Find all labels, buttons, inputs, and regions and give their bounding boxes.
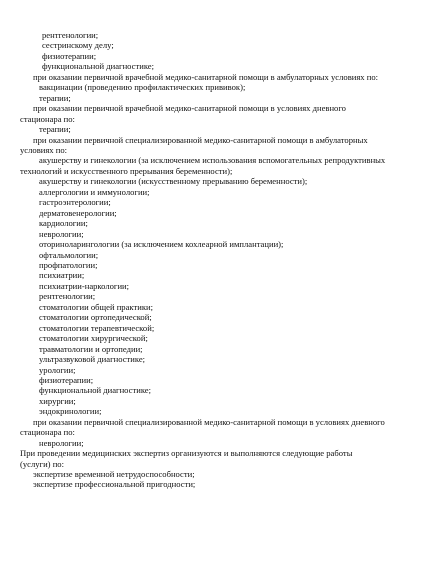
text-line: акушерству и гинекологии (за исключением использования вспомогательных репродуктивных [39, 155, 386, 166]
text-line: терапии; [39, 124, 71, 135]
text-line: эндокринологии; [39, 406, 102, 417]
text-line: рентгенологии; [39, 291, 96, 302]
document-text [20, 30, 416, 490]
text-line: стационара по: [20, 113, 75, 124]
text-line: технологий и искусственного прерывания беременности); [20, 165, 233, 176]
text-line: психиатрии; [39, 270, 85, 281]
text-line: офтальмологии; [39, 249, 99, 260]
text-line: стоматологии хирургической; [39, 333, 148, 344]
text-line: рентгенологии; [42, 30, 99, 40]
text-line: травматологии и ортопедии; [39, 343, 143, 354]
text-line: психиатрии-наркологии; [39, 280, 130, 291]
text-line: акушерству и гинекологии (искусственному прерыванию беременности); [39, 176, 308, 187]
text-line: физиотерапии; [42, 50, 97, 61]
text-line: кардиологии; [39, 218, 88, 229]
text-line: При проведении медицинских экспертиз организуются и выполняются следующие работы [20, 448, 353, 459]
text-line: функциональной диагностике; [39, 385, 152, 396]
text-line: сестринскому делу; [42, 40, 114, 51]
text-line: стоматологии ортопедической; [39, 312, 152, 323]
text-line: дерматовенерологии; [39, 207, 117, 218]
text-line: ультразвуковой диагностике; [39, 354, 146, 365]
text-line: хирургии; [39, 395, 76, 406]
text-line: при оказании первичной специализированной медико-санитарной помощи в амбулаторных [33, 134, 368, 145]
text-line: оториноларингологии (за исключением кохлеарной имплантации); [39, 239, 284, 250]
text-line: стационара по: [20, 427, 75, 438]
text-line: экспертизе профессиональной пригодности; [33, 479, 196, 490]
text-line: неврологии; [39, 228, 84, 239]
text-line: при оказании первичной врачебной медико-санитарной помощи в условиях дневного [33, 103, 346, 114]
text-line: неврологии; [39, 437, 84, 448]
text-line: условиях по: [20, 144, 68, 155]
text-line: терапии; [39, 92, 71, 103]
text-line: физиотерапии; [39, 374, 94, 385]
text-line: стоматологии терапевтической; [39, 322, 155, 333]
text-line: профпатологии; [39, 259, 98, 270]
text-line: вакцинации (проведению профилактических прививок); [39, 82, 246, 93]
text-line: аллергологии и иммунологии; [39, 186, 150, 197]
text-line: экспертизе временной нетрудоспособности; [33, 469, 195, 480]
text-line: (услуги) по: [20, 458, 64, 469]
text-line: функциональной диагностике; [42, 61, 155, 72]
text-line: при оказании первичной врачебной медико-санитарной помощи в амбулаторных условиях по: [33, 71, 379, 82]
text-line: стоматологии общей практики; [39, 301, 153, 312]
text-line: гастроэнтерологии; [39, 197, 111, 208]
text-line: урологии; [39, 364, 76, 375]
text-line: при оказании первичной специализированной медико-санитарной помощи в условиях дневного [33, 416, 385, 427]
